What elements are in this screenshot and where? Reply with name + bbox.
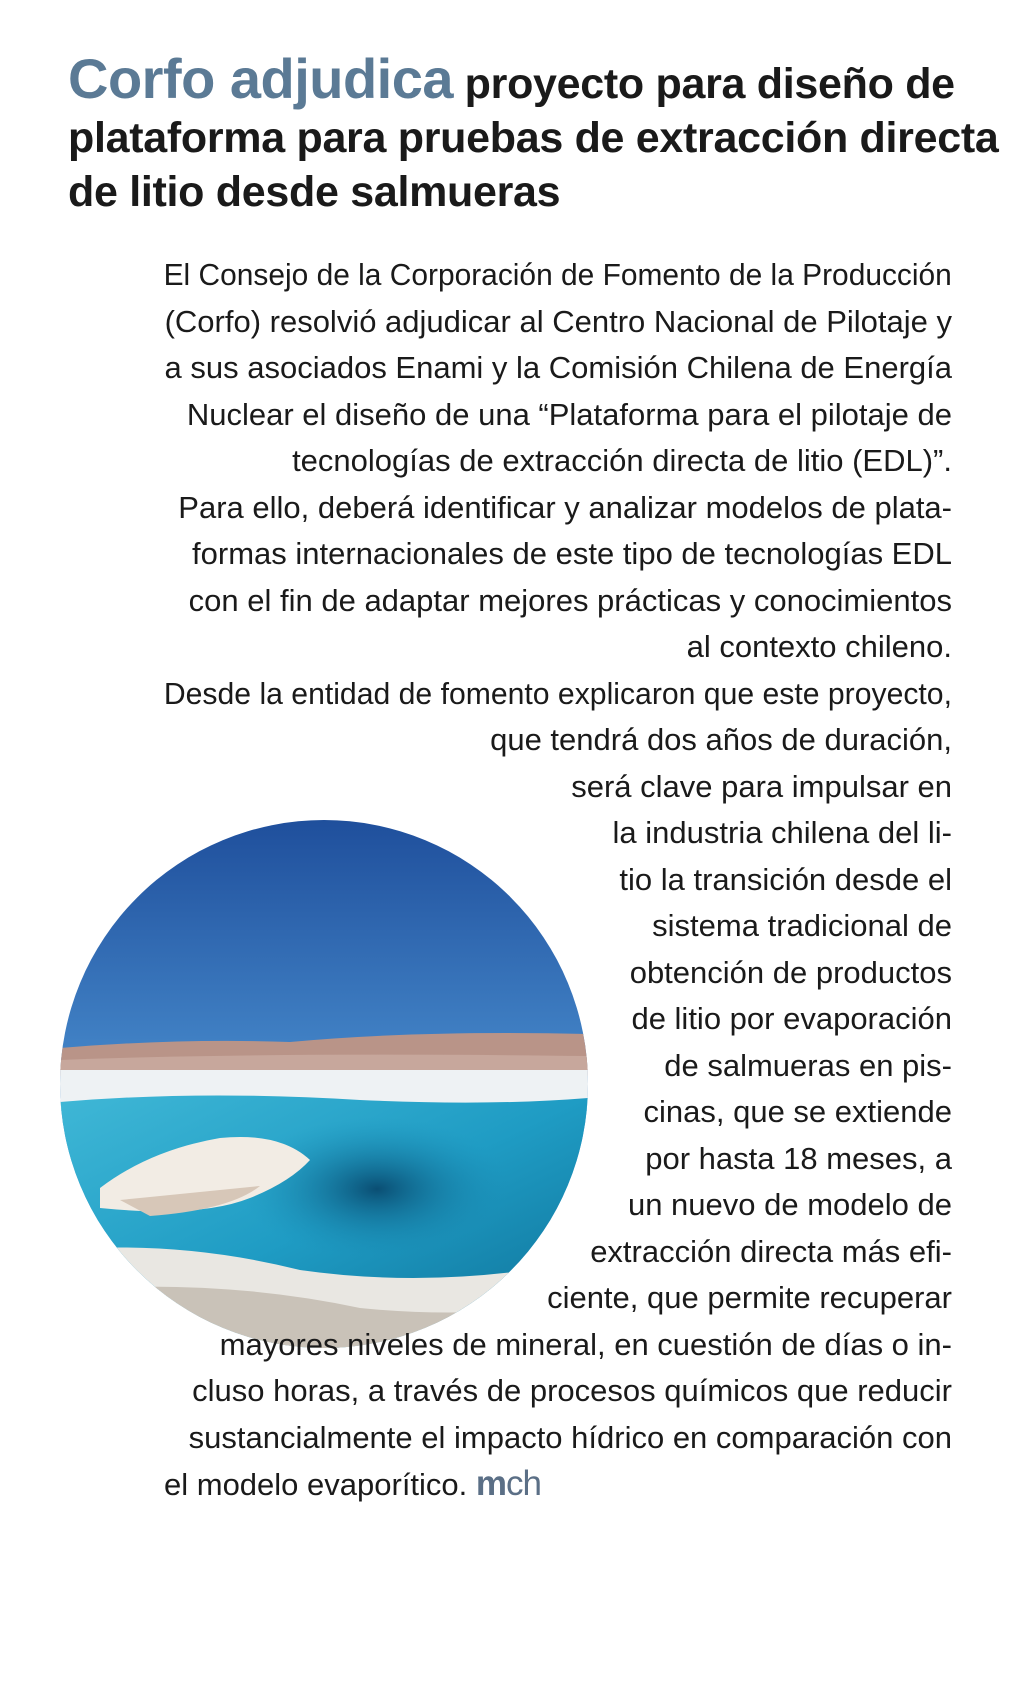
body-line: Para ello, deberá identificar y analizar modelos de plata- <box>178 490 952 525</box>
body-line: formas internacionales de este tipo de tecnologías EDL <box>192 536 952 571</box>
body-line: cinas, que se extiende <box>643 1094 952 1129</box>
body-last-line <box>164 1459 541 1510</box>
body-line: la industria chilena del li- <box>612 815 952 850</box>
body-line: de litio por evaporación <box>631 1001 952 1036</box>
body-line: Desde la entidad de fomento explicaron que este proyecto, <box>163 676 952 711</box>
article-headline <box>68 47 1008 219</box>
body-line: tio la transición desde el <box>619 862 952 897</box>
body-line: el modelo evaporítico. <box>164 1467 468 1502</box>
body-line: cluso horas, a través de procesos químicos que reducir <box>192 1373 952 1408</box>
body-line: será clave para impulsar en <box>571 769 952 804</box>
body-line: con el fin de adaptar mejores prácticas y conocimientos <box>188 583 952 618</box>
mch-signature-logo: mch <box>475 1464 541 1503</box>
body-line: un nuevo de modelo de <box>627 1187 952 1222</box>
body-line: al contexto chileno. <box>686 629 952 664</box>
body-line: (Corfo) resolvió adjudicar al Centro Nacional de Pilotaje y <box>164 304 952 339</box>
headline-highlight: Corfo adjudica <box>68 47 454 110</box>
body-line: tecnologías de extracción directa de litio (EDL)”. <box>292 443 952 478</box>
body-line: mayores niveles de mineral, en cuestión de días o in- <box>219 1327 952 1362</box>
body-line: a sus asociados Enami y la Comisión Chilena de Energía <box>164 350 952 385</box>
salt-flat-lagoon-photo <box>60 820 588 1348</box>
body-line: de salmueras en pis- <box>664 1048 952 1083</box>
body-line: ciente, que permite recuperar <box>547 1280 952 1315</box>
body-line: sustancialmente el impacto hídrico en comparación con <box>188 1420 952 1455</box>
headline-rest: proyecto para diseño de plataforma para pruebas de extracción directa de litio desde salmueras <box>68 60 999 216</box>
body-line: Nuclear el diseño de una “Plataforma para el pilotaje de <box>186 397 952 432</box>
body-line: El Consejo de la Corporación de Fomento de la Producción <box>163 257 952 292</box>
body-line: que tendrá dos años de duración, <box>490 722 952 757</box>
body-line: por hasta 18 meses, a <box>645 1141 952 1176</box>
body-line: sistema tradicional de <box>652 908 952 943</box>
body-line: extracción directa más efi- <box>590 1234 952 1269</box>
body-line: obtención de productos <box>629 955 952 990</box>
